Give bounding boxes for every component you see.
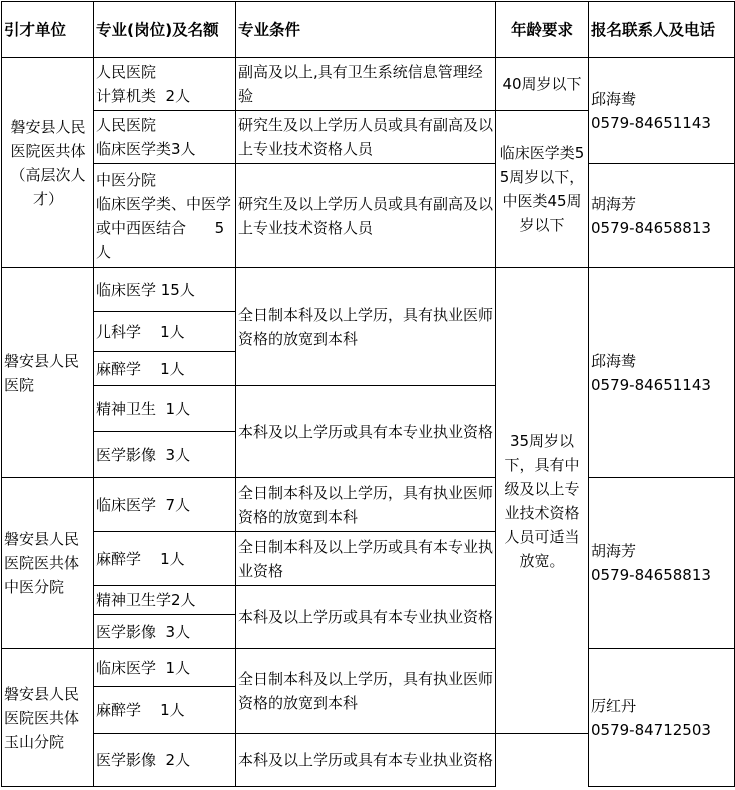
table-row [2, 649, 735, 687]
unit-cell: 磐安县人民医院医共体（高层次人才） [2, 58, 94, 268]
position-cell: 麻醉学 1人 [94, 532, 236, 586]
contact-cell [589, 478, 735, 649]
condition-cell: 研究生及以上学历人员或具有副高及以上专业技术资格人员 [236, 111, 496, 164]
position-cell: 医学影像 2人 [94, 734, 236, 787]
table-row [2, 164, 735, 268]
recruitment-table [1, 1, 735, 787]
header-position: 专业(岗位)及名额 [94, 2, 236, 58]
contact-name: 邱海鸯 [591, 351, 637, 370]
position-cell: 儿科学 1人 [94, 312, 236, 352]
position-cell: 精神卫生学2人 [94, 586, 236, 615]
condition-cell: 全日制本科及以上学历，具有执业医师资格的放宽到本科 [236, 268, 496, 386]
condition-cell: 全日制本科及以上学历，具有执业医师资格的放宽到本科 [236, 649, 496, 734]
header-age: 年龄要求 [496, 2, 589, 58]
position-cell: 临床医学 15人 [94, 268, 236, 312]
age-cell: 40周岁以下 [496, 58, 589, 111]
contact-name: 胡海芳 [591, 194, 637, 213]
position-cell: 人民医院 计算机类 2人 [94, 58, 236, 111]
contact-phone: 0579-84651143 [591, 375, 711, 394]
contact-name: 胡海芳 [591, 542, 637, 560]
contact-phone: 0579-84712503 [591, 720, 711, 739]
header-contact: 报名联系人及电话 [589, 2, 735, 58]
header-row [2, 2, 735, 58]
header-condition: 专业条件 [236, 2, 496, 58]
position-cell: 人民医院 临床医学类3人 [94, 111, 236, 164]
position-cell: 麻醉学 1人 [94, 687, 236, 734]
condition-cell: 本科及以上学历或具有本专业执业资格 [236, 734, 496, 787]
table-row [2, 268, 735, 312]
contact-cell [589, 164, 735, 268]
condition-cell: 本科及以上学历或具有本专业执业资格 [236, 386, 496, 478]
position-cell: 中医分院 临床医学类、中医学或中西医结合 5人 [94, 164, 236, 268]
header-unit: 引才单位 [2, 2, 94, 58]
condition-cell: 副高及以上,具有卫生系统信息管理经验 [236, 58, 496, 111]
age-cell: 35周岁以下，具有中级及以上专业技术资格人员可适当放宽。 [496, 268, 589, 734]
position-cell: 医学影像 3人 [94, 432, 236, 478]
contact-name: 邱海鸯 [591, 89, 637, 108]
contact-cell [589, 268, 735, 478]
contact-cell [589, 649, 735, 787]
position-cell: 医学影像 3人 [94, 615, 236, 649]
position-cell: 麻醉学 1人 [94, 352, 236, 386]
table-row [2, 478, 735, 532]
unit-cell: 磐安县人民医院 [2, 268, 94, 478]
contact-phone: 0579-84651143 [591, 113, 711, 132]
table-row [2, 58, 735, 111]
position-cell: 临床医学 1人 [94, 649, 236, 687]
contact-cell [589, 58, 735, 164]
contact-phone: 0579-84658813 [591, 566, 711, 584]
contact-name: 厉红丹 [591, 696, 637, 715]
age-cell: 临床医学类55周岁以下，中医类45周岁以下 [496, 111, 589, 268]
position-cell: 临床医学 7人 [94, 478, 236, 532]
condition-cell: 本科及以上学历或具有本专业执业资格 [236, 586, 496, 649]
condition-cell: 全日制本科及以上学历，具有执业医师资格的放宽到本科 [236, 478, 496, 532]
unit-cell: 磐安县人民医院医共体中医分院 [2, 478, 94, 649]
condition-cell: 全日制本科及以上学历或具有本专业执业资格 [236, 532, 496, 586]
contact-phone: 0579-84658813 [591, 218, 711, 237]
unit-cell: 磐安县人民医院医共体玉山分院 [2, 649, 94, 787]
position-cell: 精神卫生 1人 [94, 386, 236, 432]
condition-cell: 研究生及以上学历人员或具有副高及以上专业技术资格人员 [236, 164, 496, 268]
